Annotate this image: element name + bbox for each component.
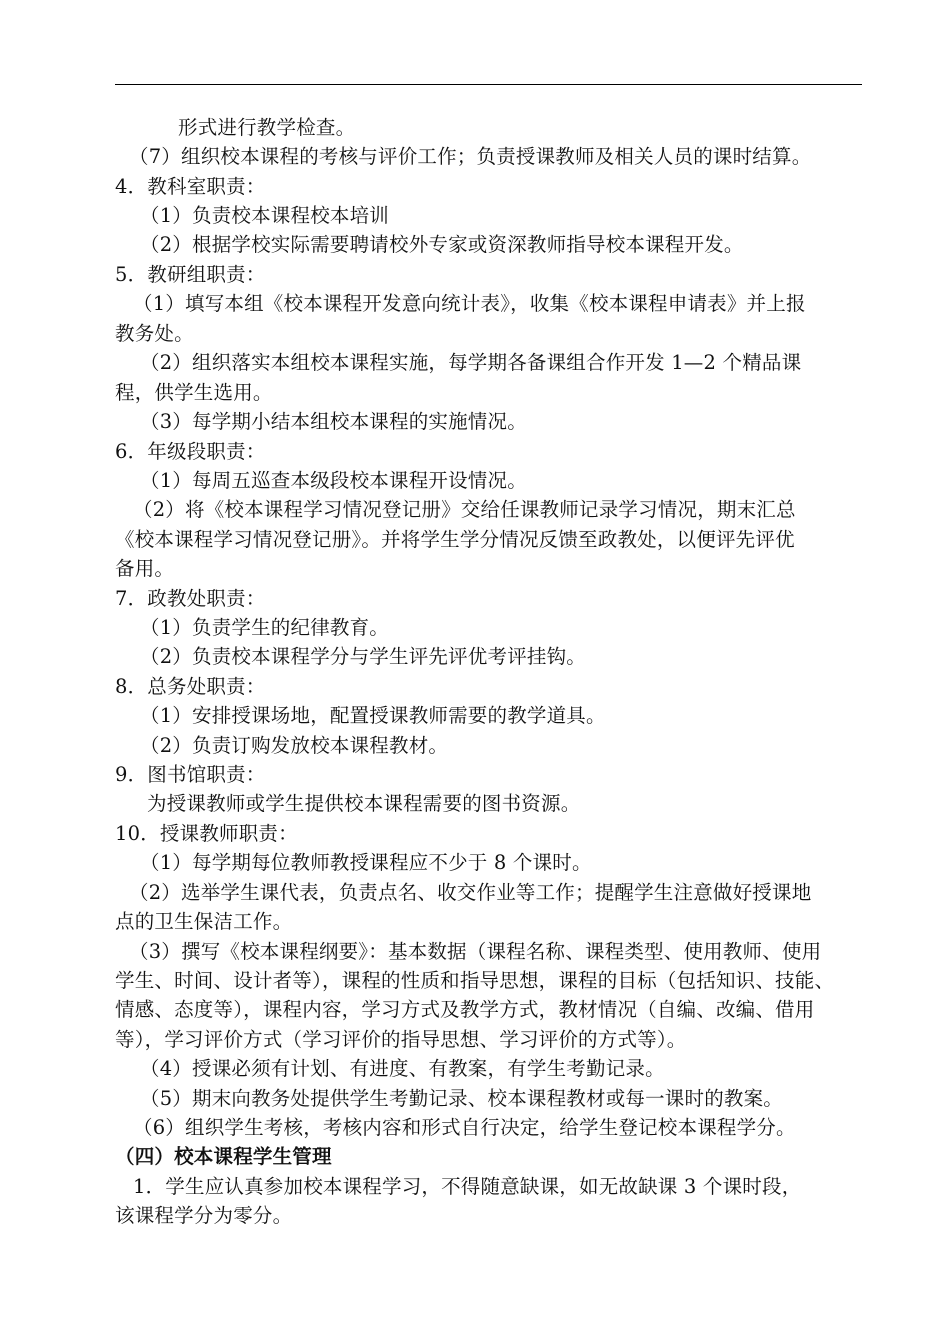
text-line: （2）负责订购发放校本课程教材。 bbox=[140, 734, 449, 757]
text-line: 该课程学分为零分。 bbox=[115, 1204, 293, 1227]
header-rule bbox=[115, 84, 862, 85]
section-heading: 9．图书馆职责： bbox=[115, 763, 266, 786]
text-line: 教务处。 bbox=[115, 322, 194, 345]
text-line: （7）组织校本课程的考核与评价工作；负责授课教师及相关人员的课时结算。 bbox=[129, 145, 812, 168]
section-heading: 10．授课教师职责： bbox=[115, 822, 298, 845]
text-line: （1）每周五巡查本级段校本课程开设情况。 bbox=[140, 469, 527, 492]
text-line: （1）安排授课场地，配置授课教师需要的教学道具。 bbox=[140, 704, 606, 727]
text-line: 情感、态度等），课程内容，学习方式及教学方式，教材情况（自编、改编、借用 bbox=[115, 998, 815, 1021]
text-line: （1）填写本组《校本课程开发意向统计表》，收集《校本课程申请表》并上报 bbox=[133, 292, 806, 315]
text-line: 点的卫生保洁工作。 bbox=[115, 910, 293, 933]
text-line: 备用。 bbox=[115, 557, 175, 580]
text-line: 等），学习评价方式（学习评价的指导思想、学习评价的方式等）。 bbox=[115, 1028, 687, 1051]
text-line: 1．学生应认真参加校本课程学习，不得随意缺课，如无故缺课 3 个课时段， bbox=[133, 1175, 802, 1198]
text-line: 《校本课程学习情况登记册》。并将学生学分情况反馈至政教处，以便评先评优 bbox=[115, 528, 795, 551]
text-line: （2）选举学生课代表，负责点名、收交作业等工作；提醒学生注意做好授课地 bbox=[129, 881, 812, 904]
section-heading: 6．年级段职责： bbox=[115, 440, 266, 463]
text-line: （2）组织落实本组校本课程实施，每学期各备课组合作开发 1—2 个精品课 bbox=[140, 351, 802, 374]
text-line: （1）负责学生的纪律教育。 bbox=[140, 616, 390, 639]
subsection-heading: （四）校本课程学生管理 bbox=[115, 1145, 332, 1168]
text-line: （5）期末向教务处提供学生考勤记录、校本课程教材或每一课时的教案。 bbox=[140, 1087, 784, 1110]
text-line: （2）负责校本课程学分与学生评先评优考评挂钩。 bbox=[140, 645, 587, 668]
text-line: 学生、时间、设计者等），课程的性质和指导思想，课程的目标（包括知识、技能、 bbox=[115, 969, 835, 992]
text-line: 为授课教师或学生提供校本课程需要的图书资源。 bbox=[147, 792, 581, 815]
section-heading: 5．教研组职责： bbox=[115, 263, 266, 286]
text-line: 形式进行教学检查。 bbox=[178, 116, 356, 139]
section-heading: 4．教科室职责： bbox=[115, 175, 266, 198]
text-line: （2）根据学校实际需要聘请校外专家或资深教师指导校本课程开发。 bbox=[140, 233, 744, 256]
section-heading: 7．政教处职责： bbox=[115, 587, 266, 610]
text-line: （2）将《校本课程学习情况登记册》交给任课教师记录学习情况，期末汇总 bbox=[133, 498, 796, 521]
text-line: （1）负责校本课程校本培训 bbox=[140, 204, 390, 227]
text-line: （3）撰写《校本课程纲要》：基本数据（课程名称、课程类型、使用教师、使用 bbox=[129, 940, 822, 963]
text-line: （6）组织学生考核，考核内容和形式自行决定，给学生登记校本课程学分。 bbox=[133, 1116, 796, 1139]
text-line: 程，供学生选用。 bbox=[115, 381, 273, 404]
text-line: （1）每学期每位教师教授课程应不少于 8 个课时。 bbox=[140, 851, 592, 874]
section-heading: 8．总务处职责： bbox=[115, 675, 266, 698]
text-line: （4）授课必须有计划、有进度、有教案，有学生考勤记录。 bbox=[140, 1057, 665, 1080]
text-line: （3）每学期小结本组校本课程的实施情况。 bbox=[140, 410, 527, 433]
